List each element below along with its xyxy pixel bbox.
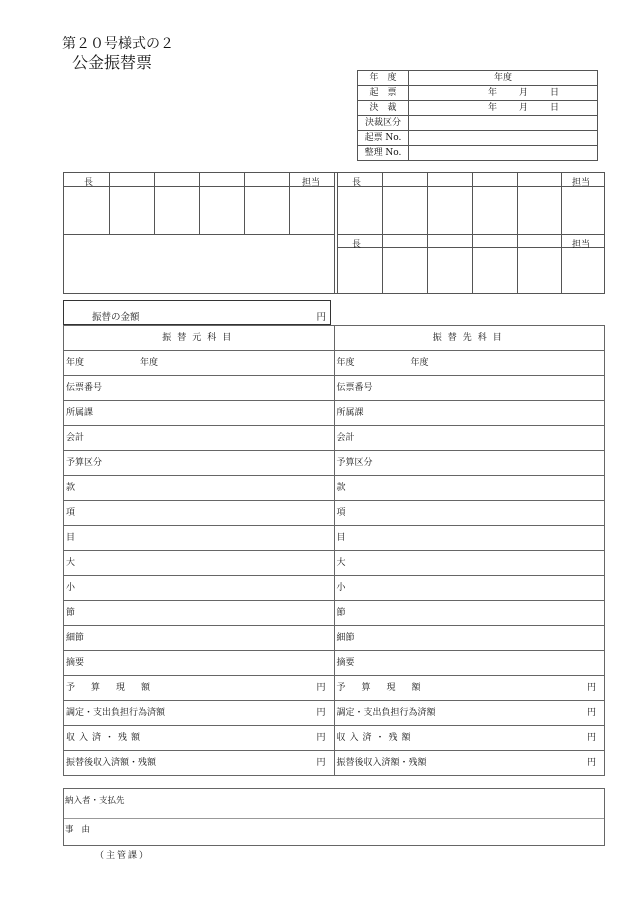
dest-setsu[interactable]: 節 xyxy=(334,601,605,626)
transfer-amount-unit: 円 xyxy=(316,312,326,323)
dest-department[interactable]: 所属課 xyxy=(334,401,605,426)
responsible-department: （主管課） xyxy=(95,851,151,861)
issue-no-field[interactable] xyxy=(409,131,598,146)
source-budget[interactable]: 予算現額 円 xyxy=(64,676,335,701)
issue-no-label: 起票 No. xyxy=(358,131,409,146)
info-table xyxy=(357,70,598,161)
issue-date-field[interactable]: 年 月 日 xyxy=(409,86,598,101)
dest-budget[interactable]: 予算現額 円 xyxy=(334,676,605,701)
form-title: 公金振替票 xyxy=(72,53,153,72)
issue-label: 起 票 xyxy=(358,86,409,101)
reason-label: 事由 xyxy=(65,825,99,835)
decision-class-field[interactable] xyxy=(409,116,598,131)
source-setsu[interactable]: 節 xyxy=(64,601,335,626)
source-dai[interactable]: 大 xyxy=(64,551,335,576)
dest-account[interactable]: 会計 xyxy=(334,426,605,451)
decision-class-label: 決裁区分 xyxy=(358,116,409,131)
source-moku[interactable]: 目 xyxy=(64,526,335,551)
dest-adjusted[interactable]: 調定・支出負担行為済額 円 xyxy=(334,701,605,726)
decision-date-field[interactable]: 年 月 日 xyxy=(409,101,598,116)
source-year[interactable]: 年度 年度 xyxy=(64,351,335,376)
source-kan[interactable]: 款 xyxy=(64,476,335,501)
source-adjusted[interactable]: 調定・支出負担行為済額 円 xyxy=(64,701,335,726)
dest-kou[interactable]: 項 xyxy=(334,501,605,526)
transfer-amount-box[interactable] xyxy=(63,300,331,325)
form-number: 第２０号様式の２ xyxy=(62,36,174,52)
right-staff-label: 担当 xyxy=(572,178,591,188)
transfer-table xyxy=(63,325,605,776)
transfer-amount-label: 振替の金額 xyxy=(92,312,140,323)
dest-dai[interactable]: 大 xyxy=(334,551,605,576)
left-chief-label: 長 xyxy=(84,178,94,188)
dest-shou[interactable]: 小 xyxy=(334,576,605,601)
left-staff-label: 担当 xyxy=(302,178,321,188)
ref-no-field[interactable] xyxy=(409,146,598,161)
dest-year[interactable]: 年度 年度 xyxy=(334,351,605,376)
source-header: 振替元科目 xyxy=(64,326,335,351)
dest-received[interactable]: 収入済・残額 円 xyxy=(334,726,605,751)
ref-no-label: 整理 No. xyxy=(358,146,409,161)
source-received[interactable]: 収入済・残額 円 xyxy=(64,726,335,751)
dest-slip-no[interactable]: 伝票番号 xyxy=(334,376,605,401)
dest-kan[interactable]: 款 xyxy=(334,476,605,501)
source-after[interactable]: 振替後収入済額・残額 円 xyxy=(64,751,335,776)
source-department[interactable]: 所属課 xyxy=(64,401,335,426)
dest-saisetsu[interactable]: 細節 xyxy=(334,626,605,651)
payee-label: 納入者・支払先 xyxy=(65,796,125,806)
source-shou[interactable]: 小 xyxy=(64,576,335,601)
dest-header: 振替先科目 xyxy=(334,326,605,351)
approval-area xyxy=(63,172,605,294)
dest-moku[interactable]: 目 xyxy=(334,526,605,551)
source-slip-no[interactable]: 伝票番号 xyxy=(64,376,335,401)
source-saisetsu[interactable]: 細節 xyxy=(64,626,335,651)
source-account[interactable]: 会計 xyxy=(64,426,335,451)
source-summary[interactable]: 摘要 xyxy=(64,651,335,676)
right-chief-label: 長 xyxy=(352,178,362,188)
right-chief-label-2: 長 xyxy=(352,240,362,250)
source-budget-class[interactable]: 予算区分 xyxy=(64,451,335,476)
right-staff-label-2: 担当 xyxy=(572,240,591,250)
decision-label: 決 裁 xyxy=(358,101,409,116)
dest-summary[interactable]: 摘要 xyxy=(334,651,605,676)
dest-budget-class[interactable]: 予算区分 xyxy=(334,451,605,476)
year-field[interactable]: 年度 xyxy=(409,71,598,86)
year-label: 年 度 xyxy=(358,71,409,86)
dest-after[interactable]: 振替後収入済額・残額 円 xyxy=(334,751,605,776)
payee-reason-box xyxy=(63,788,605,846)
source-kou[interactable]: 項 xyxy=(64,501,335,526)
